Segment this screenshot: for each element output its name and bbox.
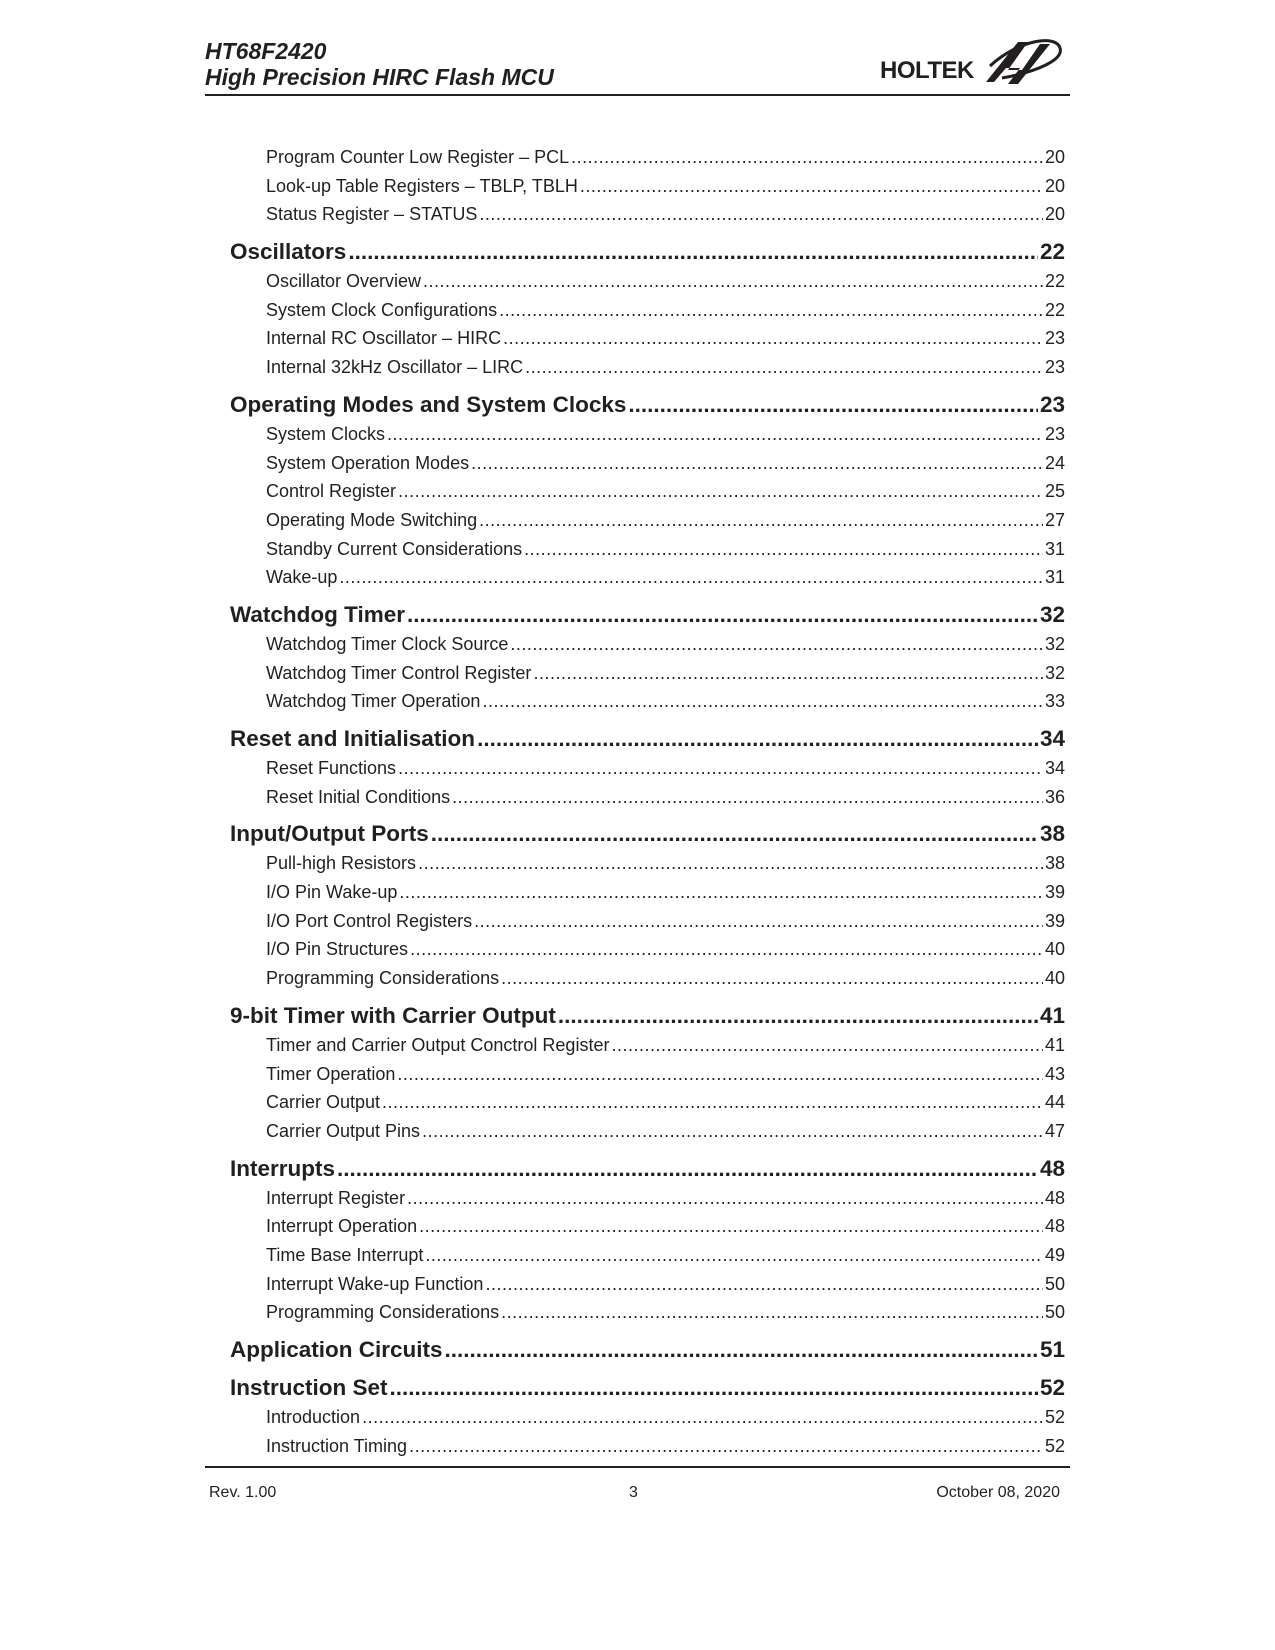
toc-entry-page: 51	[1039, 1337, 1065, 1362]
toc-entry-label: Wake-up	[266, 567, 338, 588]
toc-entry-label: Program Counter Low Register – PCL	[266, 147, 570, 167]
toc-leader-dots	[337, 1154, 1038, 1184]
toc-subsection-entry[interactable]	[266, 1184, 1065, 1213]
toc-section-entry[interactable]	[230, 819, 1065, 849]
toc-entry-page: 34	[1044, 758, 1065, 778]
toc-entry-page: 23	[1044, 423, 1065, 444]
toc-subsection-entry[interactable]	[266, 200, 1065, 229]
toc-entry-label: Operating Mode Switching	[266, 509, 478, 530]
toc-subsection-entry[interactable]	[266, 935, 1065, 964]
toc-entry-label: Reset Initial Conditions	[266, 786, 451, 807]
toc-entry-page: 32	[1044, 662, 1065, 683]
toc-entry-page: 40	[1044, 939, 1065, 960]
toc-subsection-entry[interactable]	[266, 1432, 1065, 1461]
toc-entry-page: 50	[1044, 1302, 1065, 1323]
toc-entry-label: Timer Operation	[266, 1063, 396, 1084]
toc-leader-dots	[387, 420, 1043, 449]
toc-entry-page: 50	[1044, 1273, 1065, 1294]
toc-entry-label: Internal RC Oscillator – HIRC	[266, 328, 502, 349]
toc-entry-page: 31	[1044, 538, 1065, 559]
toc-entry-page: 52	[1039, 1375, 1065, 1400]
document-title: High Precision HIRC Flash MCU	[205, 64, 554, 90]
toc-subsection-entry[interactable]	[266, 296, 1065, 325]
toc-entry-label: Reset Functions	[266, 758, 397, 778]
toc-section-entry[interactable]	[230, 1001, 1065, 1031]
toc-entry-page: 40	[1044, 968, 1065, 989]
holtek-logo	[878, 26, 1068, 92]
toc-leader-dots	[479, 506, 1043, 535]
toc-entry-page: 41	[1044, 1034, 1065, 1055]
toc-subsection-entry[interactable]	[266, 324, 1065, 353]
toc-entry-page: 43	[1044, 1063, 1065, 1084]
toc-subsection-entry[interactable]	[266, 1270, 1065, 1299]
toc-entry-label: Instruction Set	[230, 1375, 388, 1400]
toc-leader-dots	[410, 935, 1043, 964]
toc-leader-dots	[445, 1335, 1038, 1365]
toc-leader-dots	[525, 353, 1043, 382]
toc-leader-dots	[407, 1184, 1043, 1213]
svg-text:HOLTEK: HOLTEK	[880, 57, 974, 84]
toc-entry-label: Oscillators	[230, 239, 347, 265]
toc-leader-dots	[501, 964, 1043, 993]
toc-entry-page: 31	[1044, 567, 1065, 588]
toc-entry-label: Timer and Carrier Output Conctrol Register	[266, 1034, 610, 1055]
toc-leader-dots	[503, 324, 1043, 353]
toc-entry-label: Interrupts	[230, 1155, 336, 1181]
toc-subsection-entry[interactable]	[266, 687, 1065, 716]
toc-subsection-entry[interactable]	[266, 630, 1065, 659]
toc-entry-label: Instruction Timing	[266, 1435, 408, 1456]
toc-subsection-entry[interactable]	[266, 659, 1065, 688]
toc-entry-page: 22	[1044, 299, 1065, 320]
toc-entry-page: 23	[1044, 328, 1065, 349]
toc-subsection-entry[interactable]	[266, 353, 1065, 382]
document-part-number: HT68F2420	[205, 38, 327, 64]
toc-leader-dots	[422, 1117, 1043, 1146]
toc-entry-page: 39	[1044, 910, 1065, 931]
toc-subsection-entry[interactable]	[266, 1117, 1065, 1146]
toc-entry-label: Operating Modes and System Clocks	[230, 391, 627, 417]
toc-leader-dots	[398, 754, 1043, 783]
toc-entry-label: Introduction	[266, 1407, 361, 1427]
toc-leader-dots	[477, 724, 1038, 754]
toc-subsection-entry[interactable]	[266, 783, 1065, 812]
toc-entry-label: Look-up Table Registers – TBLP, TBLH	[266, 175, 578, 196]
toc-entry-page: 20	[1044, 147, 1065, 167]
toc-leader-dots	[409, 1432, 1043, 1461]
toc-entry-label: Reset and Initialisation	[230, 726, 476, 751]
toc-entry-label: Interrupt Operation	[266, 1216, 418, 1237]
toc-entry-page: 25	[1044, 481, 1065, 502]
toc-entry-label: Status Register – STATUS	[266, 204, 478, 225]
toc-subsection-entry[interactable]	[266, 172, 1065, 201]
toc-subsection-entry[interactable]	[266, 964, 1065, 993]
toc-entry-label: Carrier Output	[266, 1092, 381, 1113]
toc-subsection-entry[interactable]	[266, 907, 1065, 936]
toc-subsection-entry[interactable]	[266, 754, 1065, 783]
toc-entry-label: Internal 32kHz Oscillator – LIRC	[266, 357, 524, 378]
toc-entry-label: Watchdog Timer Operation	[266, 691, 481, 712]
toc-leader-dots	[348, 237, 1038, 267]
toc-subsection-entry[interactable]	[266, 849, 1065, 878]
toc-subsection-entry[interactable]	[266, 1241, 1065, 1270]
toc-entry-label: I/O Pin Wake-up	[266, 882, 398, 903]
toc-entry-page: 44	[1044, 1092, 1065, 1113]
toc-entry-page: 20	[1044, 204, 1065, 225]
toc-leader-dots	[399, 878, 1043, 907]
toc-entry-page: 33	[1044, 691, 1065, 712]
toc-entry-page: 48	[1044, 1187, 1065, 1208]
toc-entry-label: Interrupt Register	[266, 1187, 406, 1208]
toc-entry-page: 27	[1044, 509, 1065, 530]
toc-leader-dots	[611, 1031, 1043, 1060]
toc-section-entry[interactable]	[230, 237, 1065, 267]
toc-entry-page: 48	[1044, 1216, 1065, 1237]
toc-leader-dots	[418, 849, 1043, 878]
toc-leader-dots	[425, 1241, 1043, 1270]
page-footer	[205, 1466, 1070, 1508]
toc-subsection-entry[interactable]	[266, 563, 1065, 592]
toc-leader-dots	[397, 1060, 1043, 1089]
toc-subsection-entry[interactable]	[266, 506, 1065, 535]
toc-entry-label: Control Register	[266, 481, 397, 502]
toc-subsection-entry[interactable]	[266, 143, 1065, 172]
toc-leader-dots	[499, 296, 1043, 325]
toc-entry-page: 36	[1044, 786, 1065, 807]
toc-entry-page: 23	[1039, 391, 1065, 417]
toc-subsection-entry[interactable]	[266, 1060, 1065, 1089]
toc-subsection-entry[interactable]	[266, 1403, 1065, 1432]
toc-subsection-entry[interactable]	[266, 449, 1065, 478]
toc-entry-label: System Clocks	[266, 423, 386, 444]
toc-entry-label: Programming Considerations	[266, 1302, 500, 1323]
toc-entry-label: Input/Output Ports	[230, 821, 429, 847]
toc-section-entry[interactable]	[230, 600, 1065, 630]
toc-entry-label: Time Base Interrupt	[266, 1244, 424, 1265]
toc-entry-page: 49	[1044, 1244, 1065, 1265]
toc-entry-page: 22	[1039, 239, 1065, 265]
toc-entry-page: 41	[1039, 1002, 1065, 1028]
toc-leader-dots	[419, 1212, 1043, 1241]
toc-leader-dots	[390, 1373, 1038, 1403]
toc-subsection-entry[interactable]	[266, 1088, 1065, 1117]
toc-entry-page: 52	[1044, 1435, 1065, 1456]
toc-leader-dots	[407, 600, 1038, 630]
toc-leader-dots	[558, 1001, 1038, 1031]
toc-leader-dots	[533, 659, 1043, 688]
toc-section-entry[interactable]	[230, 1373, 1065, 1403]
toc-leader-dots	[628, 390, 1038, 420]
toc-section-entry[interactable]	[230, 1335, 1065, 1365]
table-of-contents	[230, 143, 1065, 1460]
toc-entry-page: 23	[1044, 357, 1065, 378]
toc-entry-page: 47	[1044, 1120, 1065, 1141]
toc-leader-dots	[452, 783, 1043, 812]
toc-entry-label: Programming Considerations	[266, 968, 500, 989]
toc-leader-dots	[524, 535, 1043, 564]
toc-subsection-entry[interactable]	[266, 267, 1065, 296]
toc-entry-label: Carrier Output Pins	[266, 1120, 421, 1141]
toc-leader-dots	[571, 143, 1043, 172]
toc-leader-dots	[580, 172, 1043, 201]
revision-label: Rev. 1.00	[209, 1484, 277, 1501]
page-header	[205, 36, 1070, 96]
toc-leader-dots	[362, 1403, 1043, 1432]
toc-subsection-entry[interactable]	[266, 1212, 1065, 1241]
toc-subsection-entry[interactable]	[266, 1298, 1065, 1327]
toc-entry-label: System Clock Configurations	[266, 299, 498, 320]
toc-entry-label: System Operation Modes	[266, 452, 470, 473]
toc-leader-dots	[423, 267, 1043, 296]
toc-section-entry[interactable]	[230, 390, 1065, 420]
toc-entry-label: Watchdog Timer Clock Source	[266, 633, 509, 654]
toc-entry-label: I/O Port Control Registers	[266, 910, 473, 931]
toc-leader-dots	[510, 630, 1043, 659]
toc-entry-page: 20	[1044, 175, 1065, 196]
toc-entry-label: Application Circuits	[230, 1337, 443, 1362]
toc-leader-dots	[485, 1270, 1043, 1299]
toc-entry-page: 39	[1044, 882, 1065, 903]
page-number: 3	[629, 1484, 638, 1501]
toc-subsection-entry[interactable]	[266, 878, 1065, 907]
toc-entry-page: 34	[1039, 726, 1065, 751]
toc-entry-label: Oscillator Overview	[266, 271, 422, 292]
toc-entry-page: 38	[1039, 821, 1065, 847]
toc-entry-label: 9-bit Timer with Carrier Output	[230, 1002, 556, 1028]
toc-leader-dots	[501, 1298, 1043, 1327]
toc-section-entry[interactable]	[230, 1154, 1065, 1184]
toc-leader-dots	[474, 907, 1043, 936]
toc-leader-dots	[339, 563, 1043, 592]
toc-entry-page: 32	[1044, 633, 1065, 654]
toc-subsection-entry[interactable]	[266, 420, 1065, 449]
toc-entry-label: Watchdog Timer Control Register	[266, 662, 532, 683]
toc-entry-label: Standby Current Considerations	[266, 538, 523, 559]
toc-subsection-entry[interactable]	[266, 535, 1065, 564]
toc-section-entry[interactable]	[230, 724, 1065, 754]
toc-leader-dots	[382, 1088, 1043, 1117]
toc-leader-dots	[398, 477, 1043, 506]
toc-entry-page: 38	[1044, 853, 1065, 874]
toc-entry-page: 24	[1044, 452, 1065, 473]
toc-entry-label: I/O Pin Structures	[266, 939, 409, 960]
toc-entry-label: Pull-high Resistors	[266, 853, 417, 874]
toc-subsection-entry[interactable]	[266, 477, 1065, 506]
toc-entry-label: Interrupt Wake-up Function	[266, 1273, 484, 1294]
toc-leader-dots	[479, 200, 1043, 229]
toc-leader-dots	[471, 449, 1043, 478]
toc-entry-page: 22	[1044, 271, 1065, 292]
toc-leader-dots	[431, 819, 1038, 849]
document-date: October 08, 2020	[936, 1484, 1060, 1501]
toc-entry-page: 48	[1039, 1155, 1065, 1181]
toc-subsection-entry[interactable]	[266, 1031, 1065, 1060]
toc-entry-page: 52	[1044, 1407, 1065, 1427]
toc-entry-page: 32	[1039, 601, 1065, 627]
toc-entry-label: Watchdog Timer	[230, 601, 406, 627]
toc-leader-dots	[482, 687, 1043, 716]
